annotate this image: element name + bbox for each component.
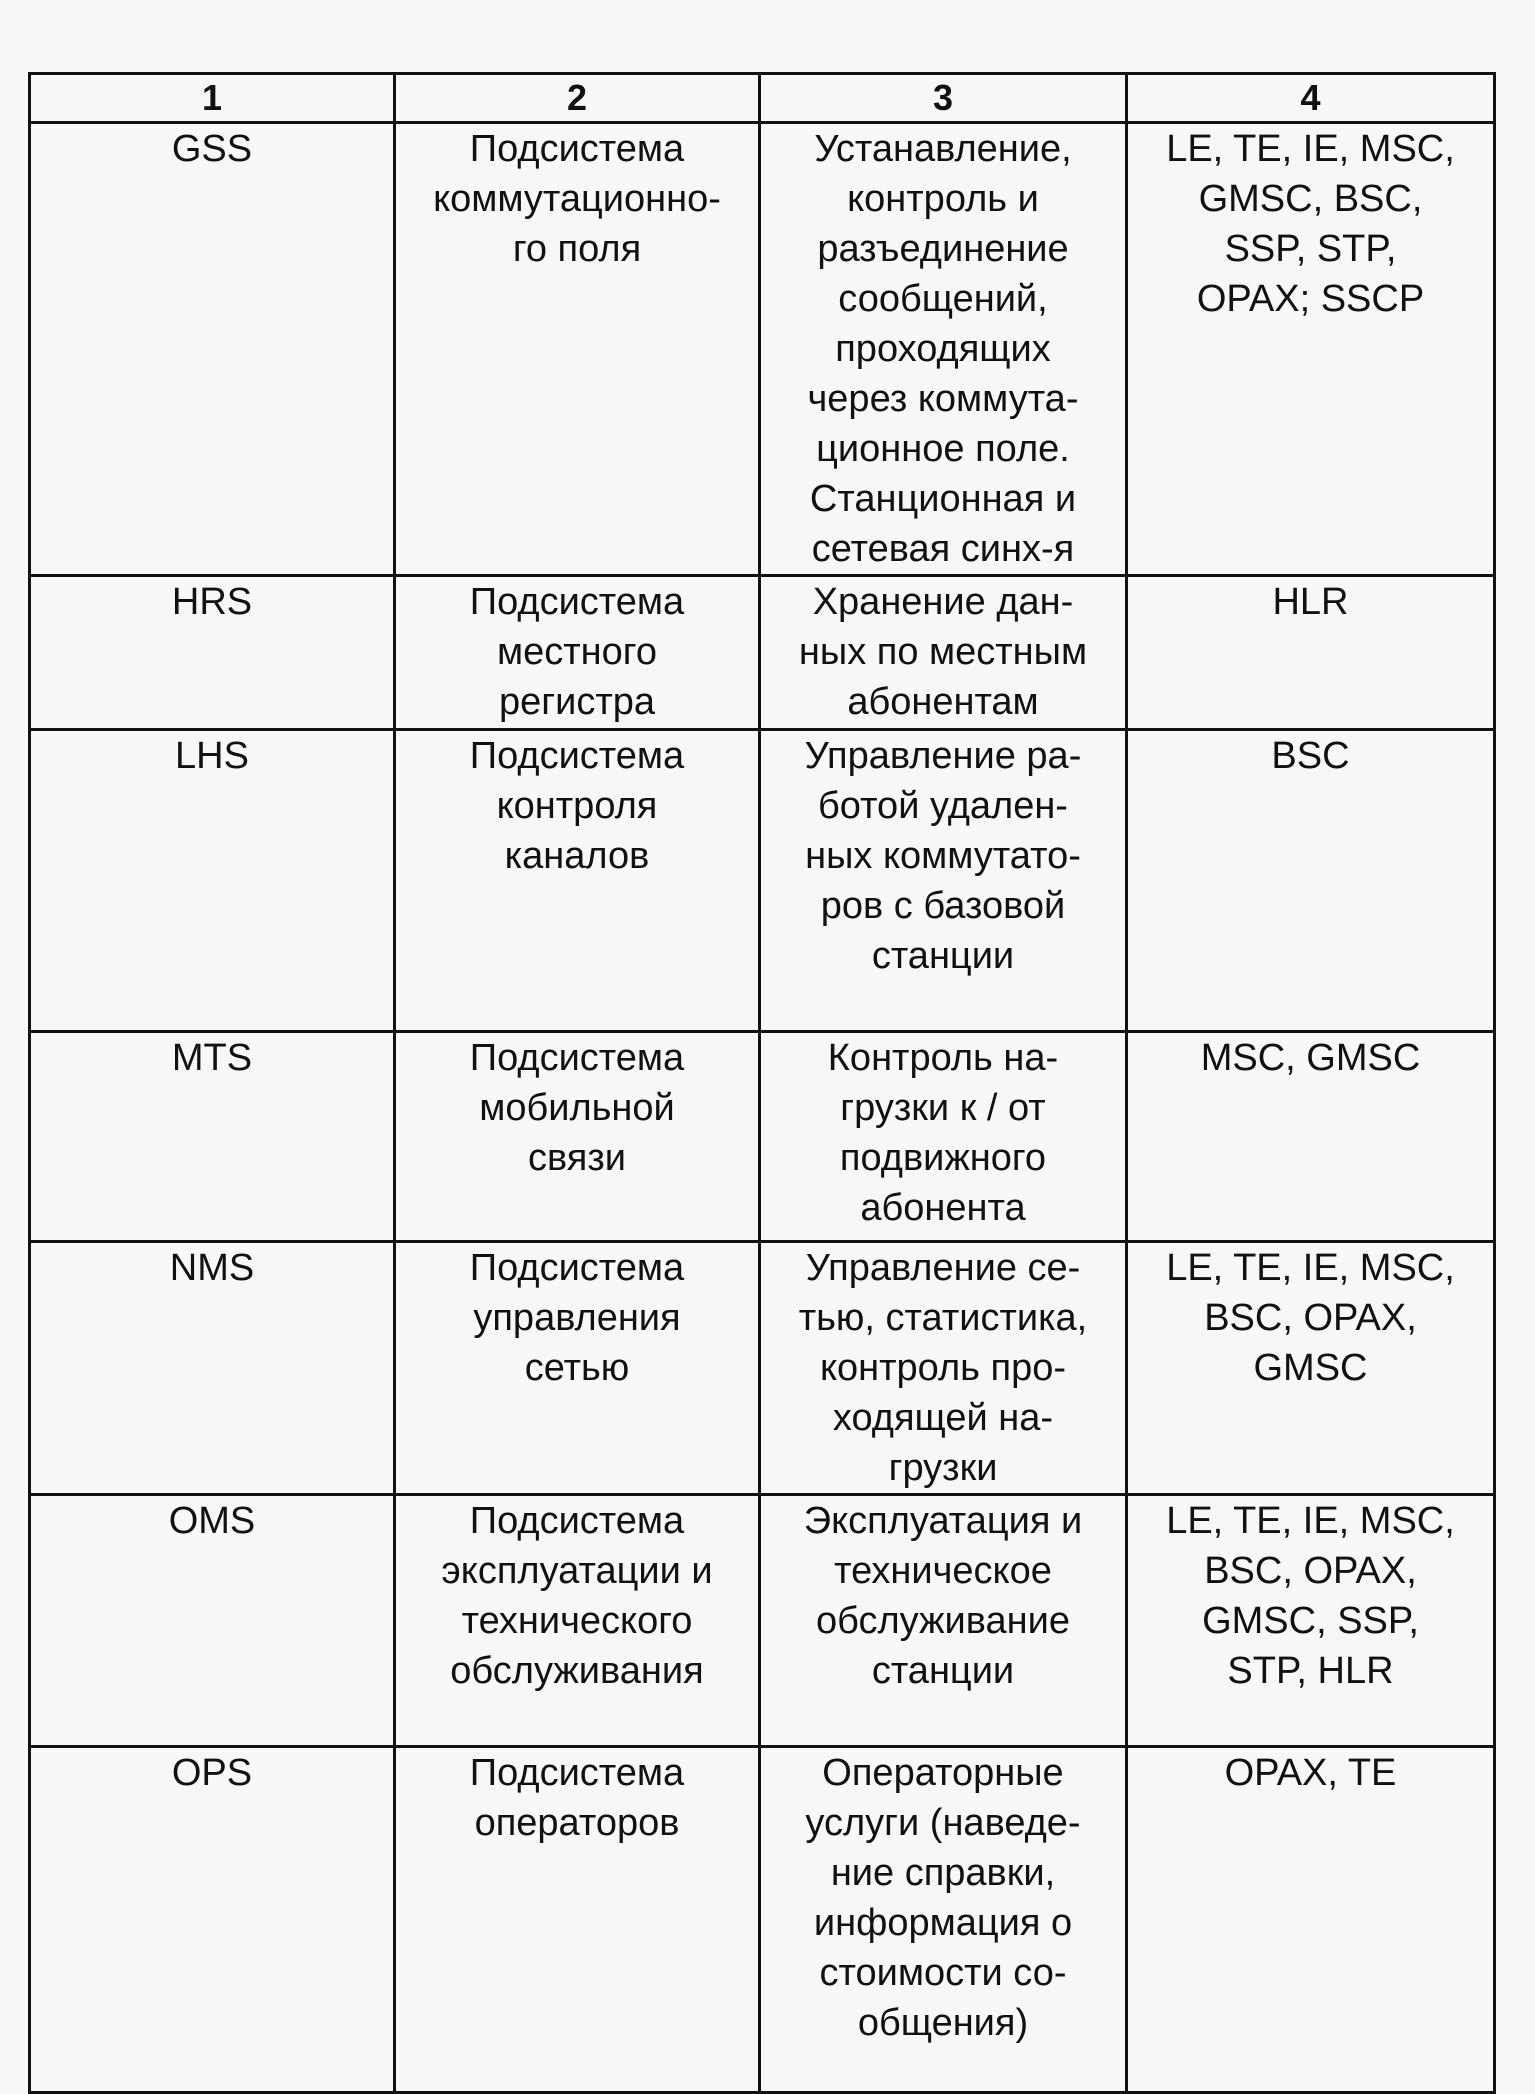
cell-line: местного [497, 631, 657, 673]
table-body [30, 123, 1495, 2093]
cell-line: Хранение дан- [812, 581, 1074, 623]
cell-line: абонента [860, 1187, 1026, 1229]
cell-code [30, 123, 395, 576]
table-row [30, 1747, 1495, 2093]
table-row [30, 576, 1495, 730]
cell-line: грузки к / от [840, 1087, 1046, 1129]
cell-line: разъединение [817, 228, 1069, 270]
cell-line: управления [473, 1297, 681, 1339]
cell-line: технического [461, 1600, 693, 1642]
cell-line: GMSC [1253, 1347, 1368, 1389]
cell-line: BSC, OPAX, [1204, 1550, 1417, 1592]
cell-line: сообщений, [838, 278, 1048, 320]
header-col-2: 2 [395, 74, 760, 123]
table-row [30, 1242, 1495, 1495]
cell-line: Подсистема [469, 735, 685, 777]
cell-line: Подсистема [469, 1500, 685, 1542]
cell-line: общения) [857, 2002, 1029, 2044]
cell-line: ходящей на- [832, 1397, 1054, 1439]
cell-code [30, 576, 395, 730]
cell-line: сетевая синх-я [811, 528, 1075, 570]
cell-name [395, 576, 760, 730]
cell-line: услуги (наведе- [805, 1802, 1081, 1844]
header-row [30, 74, 1495, 123]
cell-line: LE, TE, IE, MSC, [1166, 1500, 1455, 1542]
cell-line: стоимости со- [819, 1952, 1067, 1994]
cell-line: контроля [496, 785, 658, 827]
cell-line: связи [528, 1137, 626, 1179]
cell-line: каналов [504, 835, 650, 877]
cell-name [395, 730, 760, 1032]
cell-name [395, 1495, 760, 1747]
cell-name [395, 123, 760, 576]
cell-line: абонентам [847, 681, 1039, 723]
cell-function [760, 123, 1127, 576]
cell-name [395, 1747, 760, 2093]
cell-code [30, 1242, 395, 1495]
cell-line: операторов [474, 1802, 680, 1844]
header-col-4: 4 [1127, 74, 1495, 123]
cell-line: ние справки, [830, 1852, 1056, 1894]
cell-line: станции [871, 1650, 1015, 1692]
cell-name [395, 1242, 760, 1495]
cell-line: Эксплуатация и [803, 1500, 1083, 1542]
cell-line: обслуживания [450, 1650, 704, 1692]
cell-line: Контроль на- [827, 1037, 1059, 1079]
cell-line: Управление се- [805, 1247, 1081, 1289]
cell-line: го поля [512, 228, 642, 270]
cell-line: Подсистема [469, 128, 685, 170]
table-row [30, 123, 1495, 576]
cell-line: MSC, GMSC [1200, 1037, 1421, 1079]
cell-line: контроль про- [819, 1347, 1067, 1389]
cell-line: информация о [813, 1902, 1073, 1944]
cell-line: грузки [888, 1447, 998, 1489]
cell-line: Управление ра- [804, 735, 1082, 777]
cell-code [30, 730, 395, 1032]
cell-function [760, 1242, 1127, 1495]
cell-line: GMSC, SSP, [1202, 1600, 1419, 1642]
cell-line: Станционная и [809, 478, 1077, 520]
cell-elements [1127, 730, 1495, 1032]
cell-line: LHS [175, 735, 249, 777]
cell-elements [1127, 1242, 1495, 1495]
cell-line: ботой удален- [818, 785, 1068, 827]
table-row [30, 1032, 1495, 1242]
cell-line: ционное поле. [816, 428, 1070, 470]
cell-line: STP, HLR [1227, 1650, 1394, 1692]
cell-elements [1127, 576, 1495, 730]
cell-line: коммутационно- [433, 178, 721, 220]
cell-code [30, 1495, 395, 1747]
cell-line: HRS [171, 581, 253, 623]
cell-line: LE, TE, IE, MSC, [1166, 128, 1455, 170]
cell-line: через коммута- [807, 378, 1079, 420]
table-row [30, 730, 1495, 1032]
cell-elements [1127, 1747, 1495, 2093]
cell-line: BSC [1271, 735, 1350, 777]
cell-code [30, 1747, 395, 2093]
cell-line: NMS [169, 1247, 255, 1289]
cell-line: OPAX, TE [1224, 1752, 1397, 1794]
cell-function [760, 1032, 1127, 1242]
table-row [30, 1495, 1495, 1747]
cell-line: SSP, STP, [1224, 228, 1397, 270]
header-col-3: 3 [760, 74, 1127, 123]
cell-line: GSS [171, 128, 253, 170]
cell-name [395, 1032, 760, 1242]
cell-line: BSC, OPAX, [1204, 1297, 1417, 1339]
cell-function [760, 1495, 1127, 1747]
cell-line: GMSC, BSC, [1198, 178, 1423, 220]
cell-function [760, 576, 1127, 730]
cell-line: LE, TE, IE, MSC, [1166, 1247, 1455, 1289]
cell-line: Устанавление, [814, 128, 1072, 170]
header-col-1: 1 [30, 74, 395, 123]
cell-line: ных по местным [798, 631, 1088, 673]
cell-line: ных коммутато- [805, 835, 1081, 877]
cell-elements [1127, 1032, 1495, 1242]
cell-function [760, 730, 1127, 1032]
cell-line: Подсистема [469, 1037, 685, 1079]
cell-line: OMS [168, 1500, 256, 1542]
cell-line: мобильной [479, 1087, 675, 1129]
cell-line: тью, статистика, [798, 1297, 1088, 1339]
cell-line: HLR [1272, 581, 1349, 623]
cell-line: Операторные [822, 1752, 1064, 1794]
cell-line: обслуживание [816, 1600, 1070, 1642]
cell-line: станции [871, 935, 1015, 977]
cell-line: сетью [524, 1347, 630, 1389]
cell-line: Подсистема [469, 581, 685, 623]
subsystems-table [28, 72, 1496, 2094]
cell-line: подвижного [839, 1137, 1047, 1179]
cell-line: OPAX; SSCP [1196, 278, 1425, 320]
cell-line: Подсистема [469, 1247, 685, 1289]
cell-line: MTS [171, 1037, 253, 1079]
cell-line: регистра [498, 681, 656, 723]
cell-elements [1127, 123, 1495, 576]
cell-line: ров с базовой [820, 885, 1066, 927]
cell-line: OPS [171, 1752, 253, 1794]
cell-line: проходящих [835, 328, 1051, 370]
cell-line: техническое [834, 1550, 1052, 1592]
cell-line: эксплуатации и [441, 1550, 713, 1592]
cell-elements [1127, 1495, 1495, 1747]
cell-line: Подсистема [469, 1752, 685, 1794]
cell-line: контроль и [847, 178, 1039, 220]
cell-function [760, 1747, 1127, 2093]
cell-code [30, 1032, 395, 1242]
